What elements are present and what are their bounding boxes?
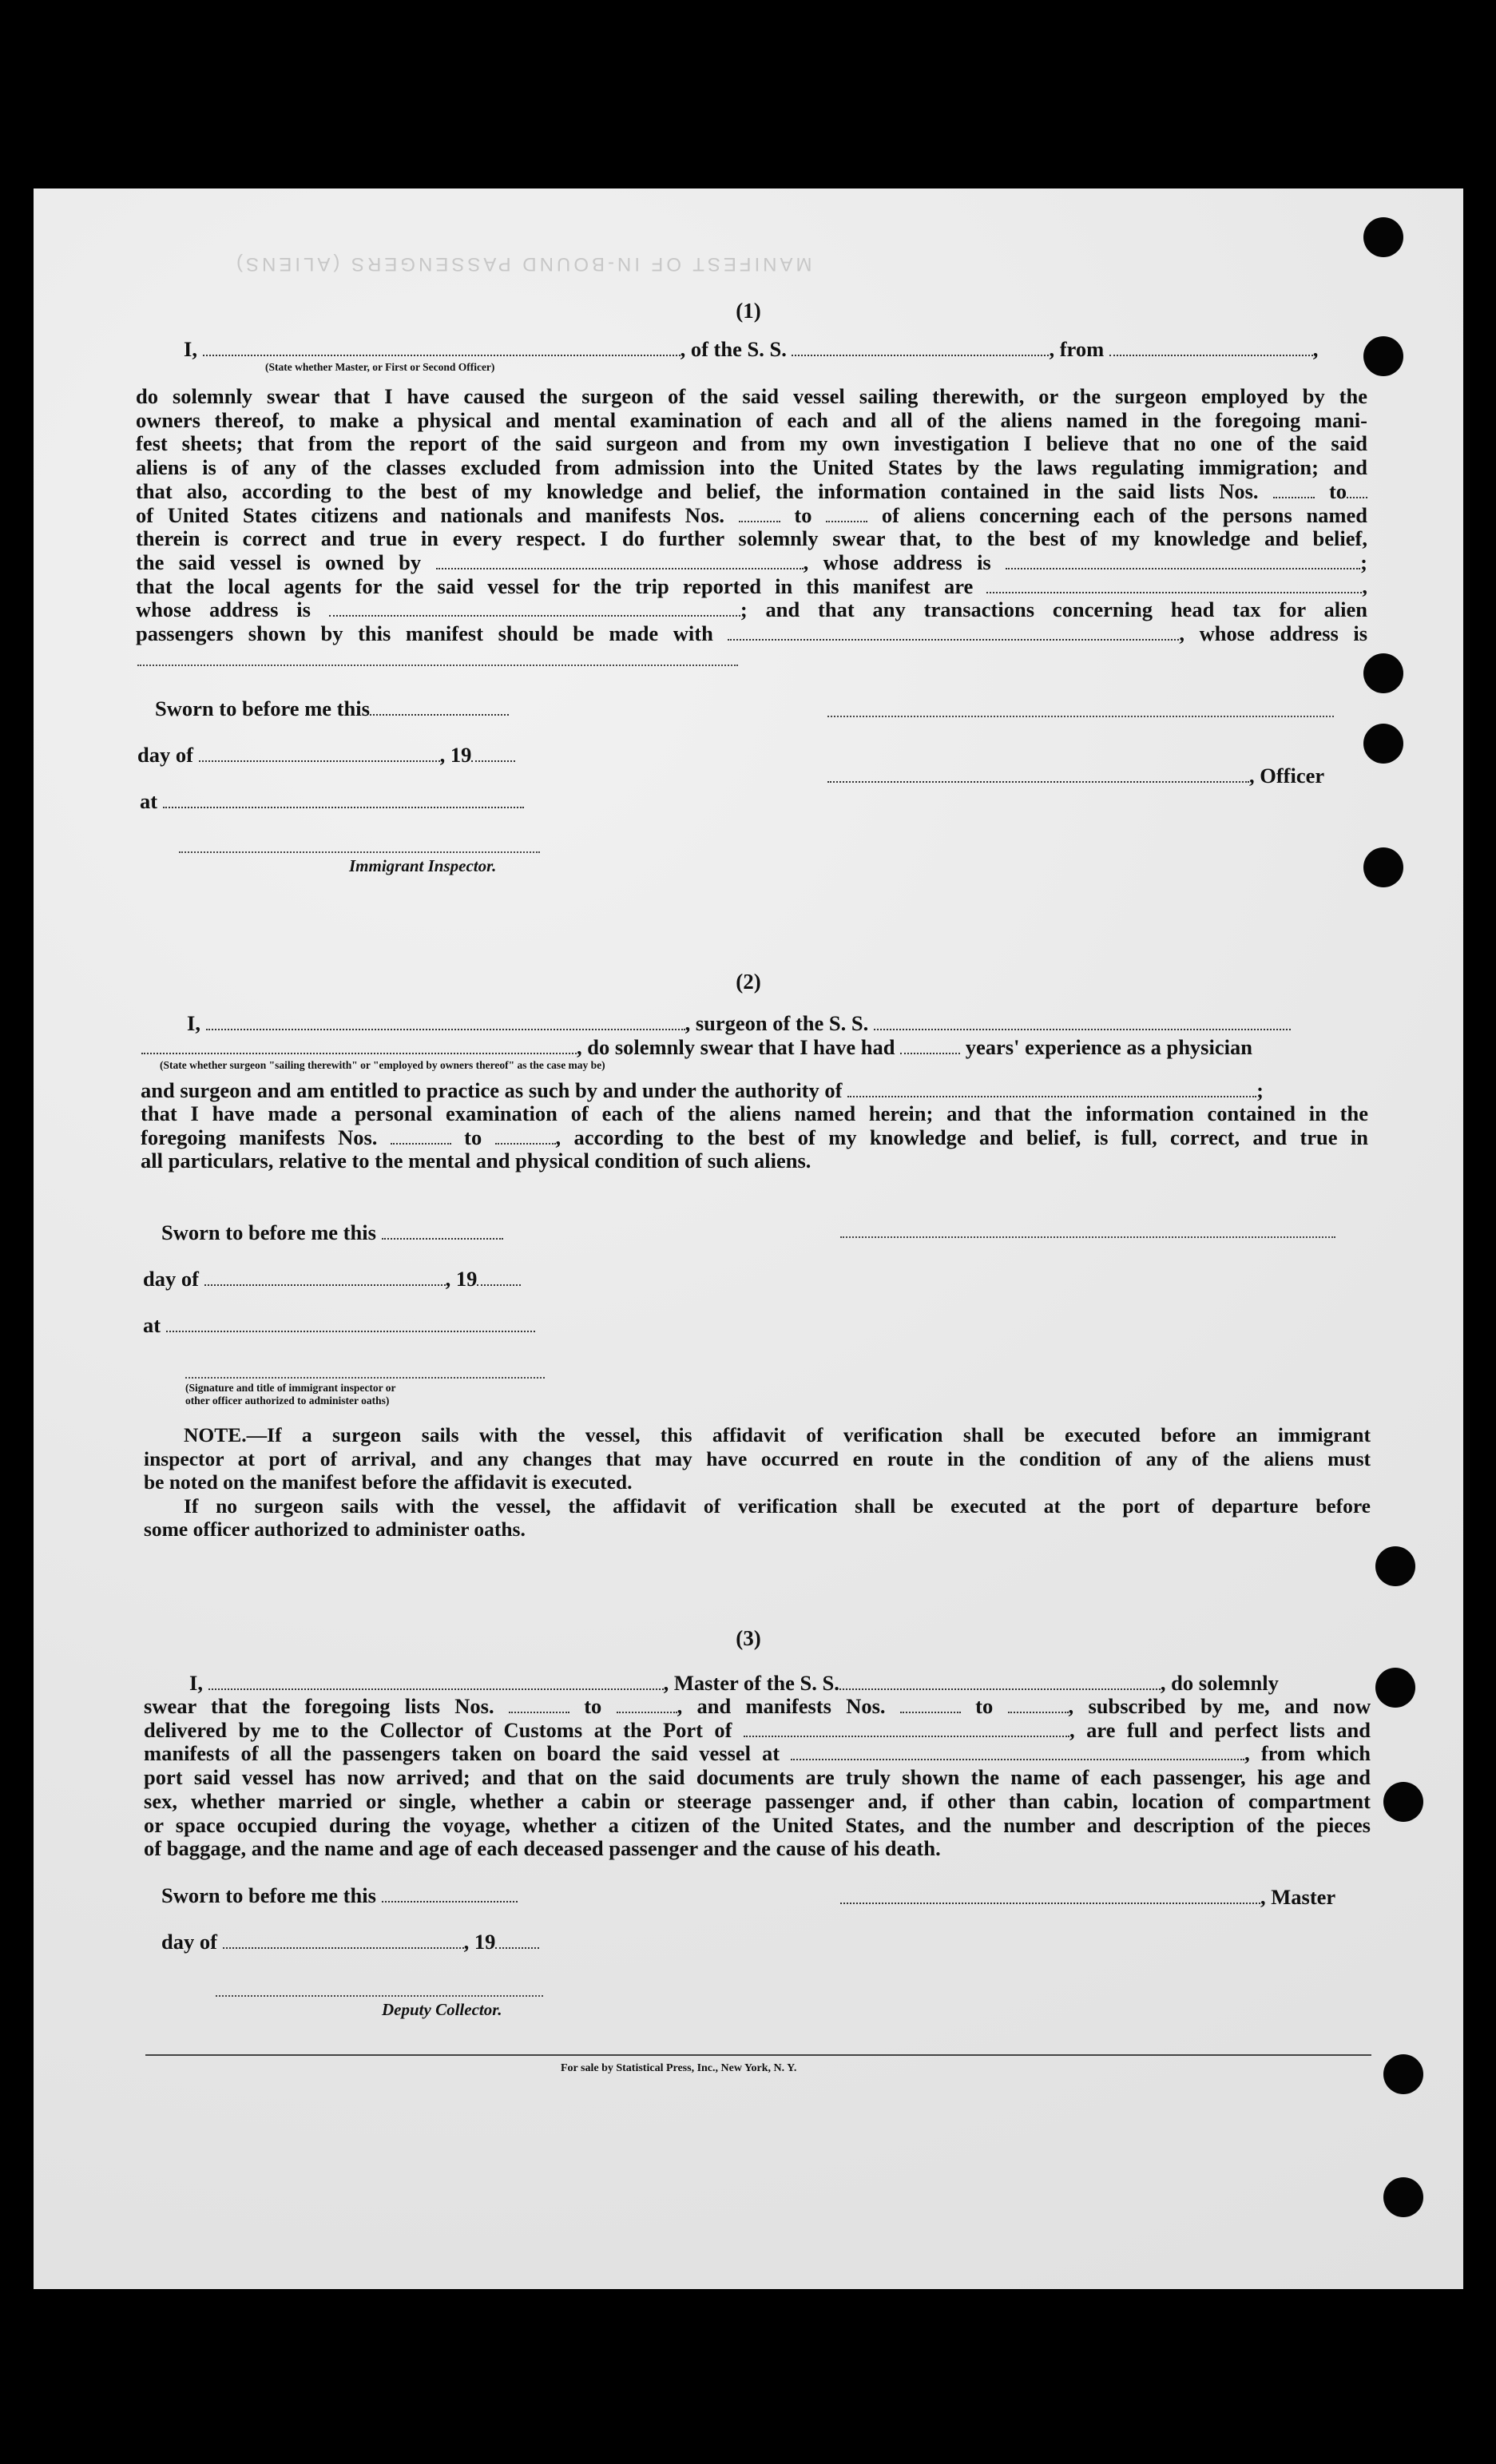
inspector-signature-line[interactable] (179, 851, 540, 853)
deputy-signature-line[interactable] (216, 1995, 543, 1997)
sworn-line: Sworn to before me this (155, 696, 509, 720)
oath-paragraph: that I have made a personal examination of each of the aliens named herein; and that the information contained in the foregoing manifests Nos. to , according to the best of my knowledge and belief, is full, correct, and true in all particulars, relative to the mental and physical condition of such aliens. (141, 1101, 1369, 1173)
inspector-signature-line[interactable] (185, 1377, 545, 1379)
section-number: (2) (736, 970, 761, 994)
surgeon-signature-line[interactable] (840, 1236, 1335, 1238)
binder-hole (1363, 653, 1403, 693)
at-line: at (143, 1313, 535, 1337)
field-hint: (State whether Master, or First or Second Officer) (265, 361, 495, 373)
field-hint: (State whether surgeon "sailing therewith" or "employed by owners thereof" as the case may be) (160, 1059, 605, 1071)
signature-hint: (Signature and title of immigrant inspector or (185, 1382, 396, 1394)
binder-hole (1383, 2177, 1423, 2217)
footer-rule (145, 2054, 1371, 2056)
faint-header: MANIFEST OF IN-BOUND PASSENGERS (ALIENS) (233, 253, 812, 275)
oath-line: I, , surgeon of the S. S. (187, 1011, 1291, 1035)
section-number: (1) (736, 299, 761, 323)
oath-line: , do solemnly swear that I have had years' experience as a physician (141, 1035, 1252, 1059)
oath-line: and surgeon and am entitled to practice as such by and under the authority of ; (141, 1078, 1264, 1102)
day-of-line: day of , 19 (161, 1930, 539, 1954)
form-page (34, 188, 1463, 2289)
binder-hole (1363, 724, 1403, 764)
section-number: (3) (736, 1626, 761, 1650)
oath-line: I, , Master of the S. S. , do solemnly (189, 1671, 1279, 1695)
oath-paragraph: swear that the foregoing lists Nos. to , and manifests Nos. to , subscribed by me, and now delivered by me to the Collector of Customs at the Port of , are full and perfect lists and manifests of all the passengers taken on board the said vessel at , from which port said vessel has now arrived; and that on the said documents are truly shown the name of each passenger, his age and sex, whether married or single, whether a cabin or steerage passenger and, if other than cabin, location of compartment or space occupied during the voyage, whether a citizen of the United States, and the number and description of the pieces of baggage, and the name and age of each deceased passenger and the cause of his death. (144, 1694, 1371, 1861)
footer-imprint: For sale by Statistical Press, Inc., New York, N. Y. (561, 2062, 797, 2074)
binder-hole (1363, 217, 1403, 257)
signature-hint: other officer authorized to administer oaths) (185, 1395, 390, 1407)
from-field[interactable] (1109, 339, 1313, 356)
oath-paragraph: do solemnly swear that I have caused the surgeon of the said vessel sailing therewith, or the surgeon employed by the owners thereof, to make a physical and mental examination of each and all of the aliens named in the foregoing mani- fest sheets; that from the report of the said surgeon and from my own investigation I believe that no one of the said aliens is of any of the classes excluded from admission into the United States by the laws regulating immigration; and that also, according to the best of my knowledge and belief, the information contained in the said lists Nos. to of United States citizens and nationals and manifests Nos. to of aliens concerning each of the persons named therein is correct and true in every respect. I do further solemnly swear that, to the best of my knowledge and belief, the said vessel is owned by , whose address is ; that the local agents for the said vessel for the trip reported in this manifest are , whose address is ; and that any transactions concerning head tax for alien passengers shown by this manifest should be made with , whose address is (136, 384, 1368, 646)
sworn-line: Sworn to before me this (161, 1220, 503, 1244)
master-line: , Master (840, 1885, 1335, 1909)
address-continuation-line[interactable] (137, 665, 738, 666)
deputy-label: Deputy Collector. (382, 2000, 502, 2019)
binder-hole (1363, 336, 1403, 376)
officer-line: , Officer (827, 764, 1324, 788)
vessel-field[interactable] (792, 339, 1049, 356)
day-of-line: day of , 19 (137, 743, 515, 767)
note-paragraph: NOTE.—If a surgeon sails with the vessel, this affidavit of verification shall be executed before an immigrant inspector at port of arrival, and any changes that may have occurred en route in the condition of any of the aliens must be noted on the manifest before the affidavit is executed. If no surgeon sails with the vessel, the affidavit of verification shall be executed at the port of departure before some officer authorized to administer oaths. (144, 1423, 1371, 1541)
binder-hole (1363, 847, 1403, 887)
inspector-label: Immigrant Inspector. (349, 856, 497, 875)
oath-line: I, , of the S. S. , from , (184, 337, 1319, 361)
binder-hole (1375, 1546, 1415, 1586)
day-of-line: day of , 19 (143, 1267, 521, 1291)
signature-line[interactable] (827, 716, 1334, 717)
binder-hole (1383, 2054, 1423, 2094)
name-field[interactable] (203, 339, 681, 356)
binder-hole (1375, 1668, 1415, 1708)
binder-hole (1383, 1782, 1423, 1822)
at-line: at (140, 789, 524, 813)
sworn-line: Sworn to before me this (161, 1883, 518, 1907)
